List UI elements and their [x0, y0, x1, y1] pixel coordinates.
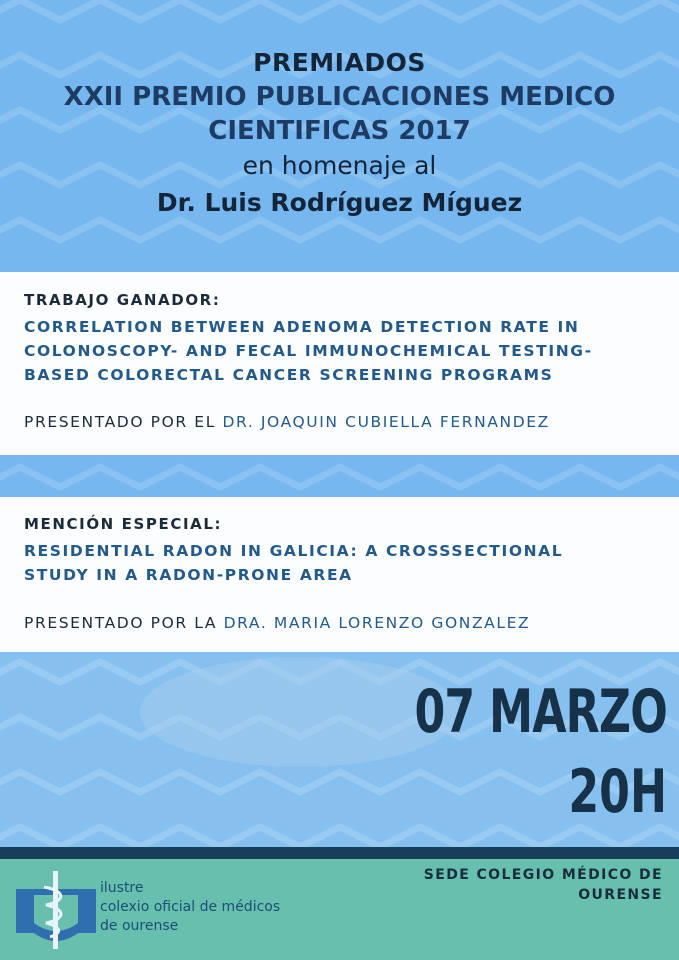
- event-date-time: [359, 672, 667, 832]
- background-chevron-pattern-middle: [0, 455, 679, 497]
- winner-title: [24, 315, 664, 387]
- winner-presenter-name: DR. JOAQUIN CUBIELLA FERNANDEZ: [222, 413, 550, 431]
- winner-title-line: CORRELATION BETWEEN ADENOMA DETECTION RATE IN: [24, 318, 580, 336]
- winner-title-line: BASED COLORECTAL CANCER SCREENING PROGRAMS: [24, 366, 554, 384]
- winner-section: [0, 272, 679, 455]
- header-premiados: PREMIADOS: [253, 48, 426, 77]
- event-time: 20H: [568, 757, 667, 827]
- logo-text-line: colexio oficial de médicos: [100, 899, 281, 915]
- winner-presenter-prefix: PRESENTADO POR EL: [24, 413, 223, 431]
- footer: [0, 859, 679, 960]
- logo-text-line: ilustre: [100, 880, 144, 896]
- special-mention-section: [0, 497, 679, 652]
- venue-line: OURENSE: [578, 887, 663, 903]
- special-mention-label: MENCIÓN ESPECIAL:: [24, 515, 223, 533]
- special-presenter-prefix: PRESENTADO POR LA: [24, 614, 224, 632]
- header-award-year: CIENTIFICAS 2017: [208, 116, 471, 146]
- special-presenter-name: DRA. MARIA LORENZO GONZALEZ: [223, 614, 531, 632]
- special-mention-title: [24, 539, 664, 587]
- special-presenter: [24, 614, 530, 632]
- header-tribute: en homenaje al: [242, 151, 437, 180]
- venue-line: SEDE COLEGIO MÉDICO DE: [423, 867, 663, 883]
- logo-text-line: de ourense: [100, 918, 179, 934]
- winner-title-line: COLONOSCOPY- AND FECAL IMMUNOCHEMICAL TESTING-: [24, 342, 593, 360]
- header-honoree: Dr. Luis Rodríguez Míguez: [156, 188, 523, 217]
- poster-header: [0, 46, 679, 222]
- footer-divider-bar: [0, 847, 679, 859]
- medical-college-name: [100, 879, 280, 936]
- special-title-line: STUDY IN A RADON-PRONE AREA: [24, 566, 353, 584]
- special-title-line: RESIDENTIAL RADON IN GALICIA: A CROSSSECTIONAL: [24, 542, 564, 560]
- winner-label: TRABAJO GANADOR:: [24, 291, 221, 309]
- header-award-name: XXII PREMIO PUBLICACIONES MEDICO: [63, 82, 616, 112]
- event-date: 07 MARZO: [414, 677, 667, 747]
- medical-college-logo-icon: [14, 869, 98, 951]
- winner-presenter: [24, 413, 550, 431]
- event-venue: [424, 865, 663, 905]
